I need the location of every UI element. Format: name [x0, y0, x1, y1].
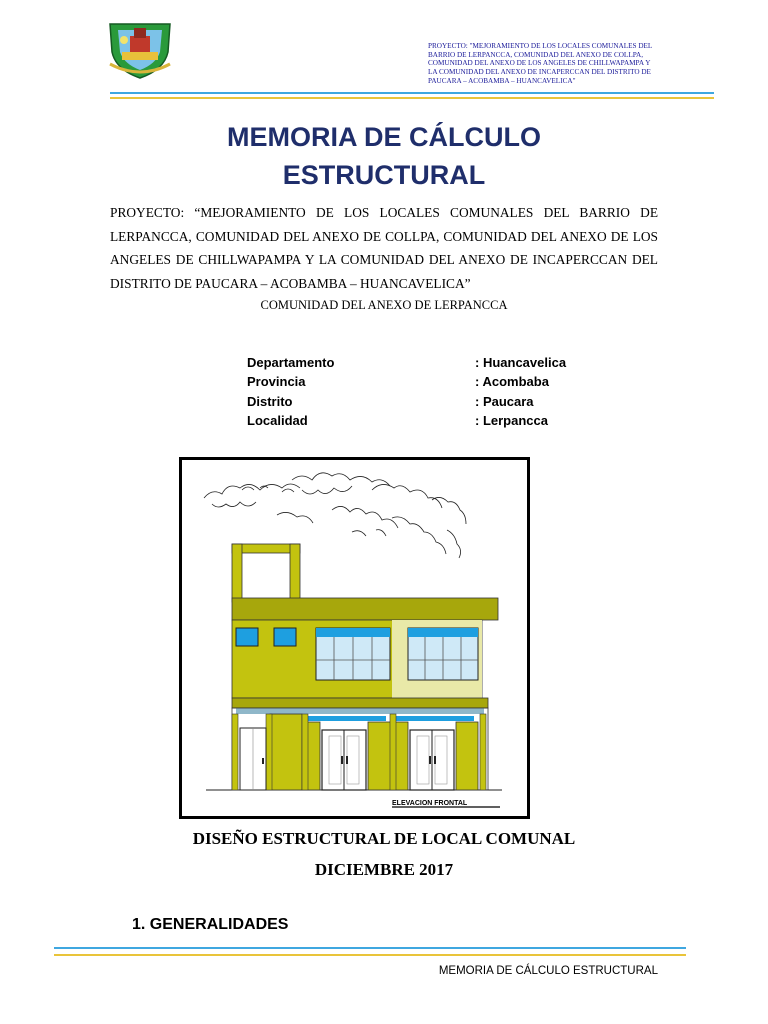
- title-line-2: ESTRUCTURAL: [282, 160, 486, 190]
- ground-wall: [456, 722, 478, 790]
- mid-slab: [232, 698, 488, 708]
- footer-text: MEMORIA DE CÁLCULO ESTRUCTURAL: [438, 965, 658, 977]
- document-date: DICIEMBRE 2017: [314, 860, 454, 879]
- door: [240, 728, 266, 790]
- door: [410, 730, 454, 790]
- canopy-blue: [306, 716, 386, 721]
- location-value: : Paucara: [475, 393, 534, 409]
- municipal-coat-of-arms-logo: [104, 18, 176, 80]
- footer-rule-blue: [54, 947, 686, 949]
- column: [302, 714, 308, 790]
- location-row: [247, 355, 587, 374]
- roof-slab: [232, 598, 498, 620]
- project-paragraph: PROYECTO: “MEJORAMIENTO DE LOS LOCALES COMUNALES DEL BARRIO DE LERPANCCA, COMUNIDAD DEL ANEXO DE COLLPA, COMUNIDAD DEL ANEXO DE LOS ANGELES DE CHILLWAPAMPA Y LA COMUNIDAD DEL ANEXO DE INCAPERCCAN DEL DISTRITO DE PAUCARA – ACOBAMBA – HUANCAVELICA”: [110, 205, 658, 291]
- location-row: [247, 413, 587, 432]
- header-rule-yellow: [110, 97, 714, 99]
- building-elevation-figure: [179, 457, 530, 819]
- column: [390, 714, 396, 790]
- canopy-blue: [394, 716, 474, 721]
- parapet-left: [232, 544, 242, 602]
- location-value: : Lerpancca: [475, 412, 548, 428]
- section-heading: 1. GENERALIDADES: [132, 916, 289, 933]
- large-window: [408, 628, 478, 680]
- location-row: [247, 394, 587, 413]
- header-project-text: PROYECTO: "MEJORAMIENTO DE LOS LOCALES COMUNALES DEL BARRIO DE LERPANCCA, COMUNIDAD DEL ANEXO DE COLLPA, COMUNIDAD DEL ANEXO DE LOS ANGELES DE CHILLWAPAMPA Y LA COMUNIDAD DEL ANEXO DE INCAPERCCAN DEL DISTRITO DE PAUCARA – ACOBAMBA – HUANCAVELICA": [428, 42, 653, 85]
- column: [480, 714, 486, 790]
- location-row: [247, 374, 587, 393]
- location-label: Departamento: [247, 355, 335, 370]
- location-value: : Huancavelica: [475, 355, 567, 370]
- ground-wall: [270, 714, 302, 790]
- small-window: [236, 628, 258, 646]
- parapet-right: [290, 544, 300, 602]
- header-rule-blue: [110, 92, 714, 94]
- door: [322, 730, 366, 790]
- location-info: [247, 355, 587, 432]
- large-window: [316, 628, 390, 680]
- column: [266, 714, 272, 790]
- column: [232, 714, 238, 790]
- small-window: [274, 628, 296, 646]
- community-name: COMUNIDAD DEL ANEXO DE LERPANCCA: [260, 298, 508, 312]
- location-label: Provincia: [247, 374, 306, 390]
- footer-rule-yellow: [54, 954, 686, 956]
- title-line-1: MEMORIA DE CÁLCULO: [227, 122, 541, 152]
- page-title: [0, 118, 768, 194]
- building-elevation-drawing: [182, 460, 527, 816]
- design-title: DISEÑO ESTRUCTURAL DE LOCAL COMUNAL: [192, 829, 576, 848]
- location-label: Localidad: [247, 412, 308, 428]
- elevation-caption: ELEVACION FRONTAL: [392, 800, 468, 807]
- canopy-strip: [236, 708, 484, 714]
- location-label: Distrito: [247, 393, 293, 409]
- location-value: : Acombaba: [475, 374, 549, 390]
